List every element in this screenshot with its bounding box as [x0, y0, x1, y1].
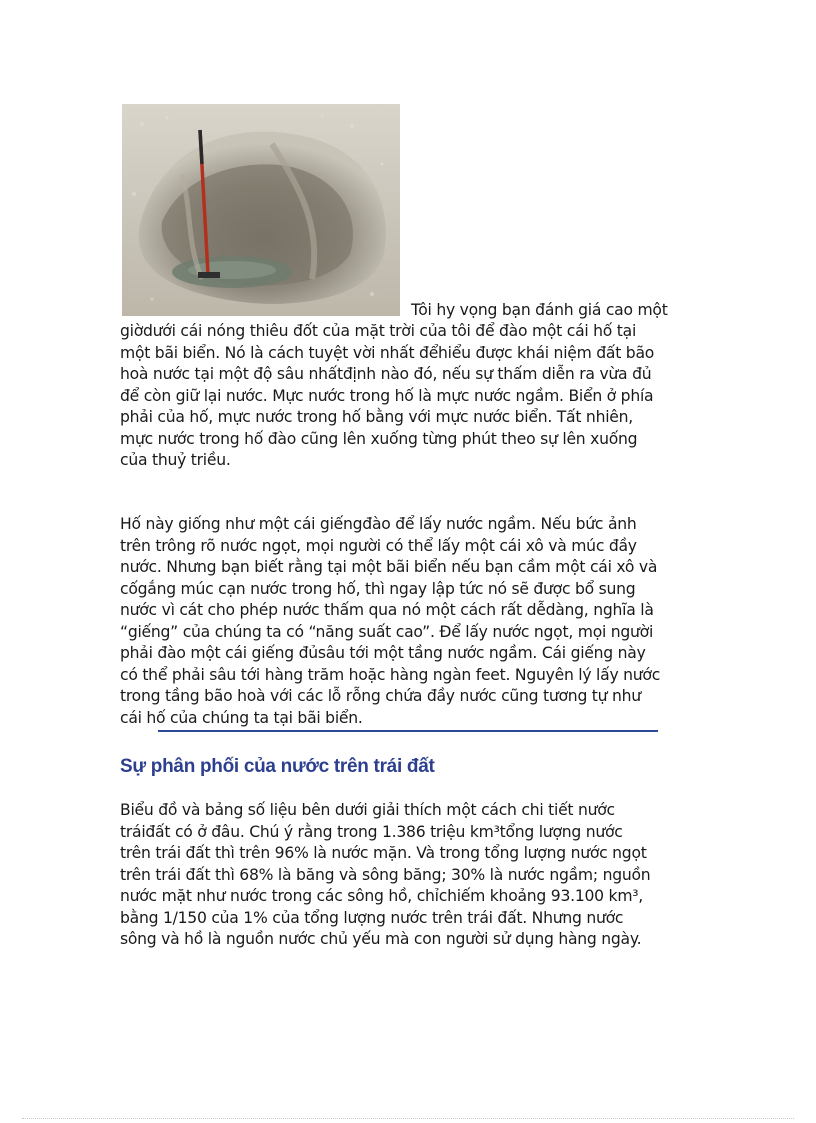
paragraph-line: phải đào một cái giếng đủsâu tới một tầng nước ngầm. Cái giếng này	[120, 644, 646, 662]
section-divider	[158, 730, 658, 732]
paragraph-line: nước mặt như nước trong các sông hồ, chỉchiếm khoảng 93.100 km³,	[120, 887, 643, 905]
paragraph-1-first-line: Tôi hy vọng bạn đánh giá cao một	[411, 301, 668, 319]
paragraph-beach-hole	[120, 321, 705, 472]
section-heading: Sự phân phối của nước trên trái đất	[120, 756, 435, 777]
paragraph-line: trên trái đất thì trên 96% là nước mặn. Và trong tổng lượng nước ngọt	[120, 844, 647, 862]
paragraph-line: “giếng” của chúng ta có “năng suất cao”. Để lấy nước ngọt, mọi người	[120, 622, 654, 641]
paragraph-water-distribution	[120, 800, 705, 951]
paragraph-line: cái hố của chúng ta tại bãi biển.	[120, 708, 363, 727]
paragraph-line: cốgắng múc cạn nước trong hố, thì ngay lập tức nó sẽ được bổ sung	[120, 579, 636, 598]
paragraph-line: nước. Nhưng bạn biết rằng tại một bãi biển nếu bạn cầm một cái xô và	[120, 558, 658, 576]
paragraph-line: bằng 1/150 của 1% của tổng lượng nước trên trái đất. Nhưng nước	[120, 908, 624, 927]
paragraph-line: tráiđất có ở đâu. Chú ý rằng trong 1.386 triệu km³tổng lượng nước	[120, 822, 623, 841]
paragraph-line: sông và hồ là nguồn nước chủ yếu mà con người sử dụng hàng ngày.	[120, 930, 642, 948]
paragraph-line: có thể phải sâu tới hàng trăm hoặc hàng ngàn feet. Nguyên lý lấy nước	[120, 665, 661, 684]
paragraph-line: một bãi biển. Nó là cách tuyệt vời nhất đểhiểu được khái niệm đất bão	[120, 343, 655, 362]
paragraph-line: trên trông rõ nước ngọt, mọi người có thể lấy một cái xô và múc đầy	[120, 536, 637, 555]
page-bottom-border	[22, 1118, 794, 1119]
paragraph-line: Biểu đồ và bảng số liệu bên dưới giải thích một cách chi tiết nước	[120, 801, 615, 819]
paragraph-line: Hố này giống như một cái giếngđào để lấy nước ngầm. Nếu bức ảnh	[120, 515, 637, 533]
paragraph-line: mực nước trong hố đào cũng lên xuống từng phút theo sự lên xuống	[120, 429, 638, 448]
paragraph-line: để còn giữ lại nước. Mực nước trong hố là mực nước ngầm. Biển ở phía	[120, 386, 654, 405]
paragraph-line: hoà nước tại một độ sâu nhấtđịnh nào đó, nếu sự thấm diễn ra vừa đủ	[120, 365, 652, 383]
paragraph-line: trong tầng bão hoà với các lỗ rỗng chứa đầy nước cũng tương tự như	[120, 687, 641, 705]
paragraph-line: của thuỷ triều.	[120, 451, 231, 469]
paragraph-line: giờdưới cái nóng thiêu đốt của mặt trời của tôi để đào một cái hố tại	[120, 322, 637, 340]
paragraph-line: phải của hố, mực nước trong hố bằng với mực nước biển. Tất nhiên,	[120, 408, 633, 426]
beach-hole-photo	[122, 104, 400, 316]
paragraph-well	[120, 514, 705, 729]
paragraph-line: nước vì cát cho phép nước thấm qua nó một cách rất dễdàng, nghĩa là	[120, 601, 654, 619]
paragraph-line: trên trái đất thì 68% là băng và sông băng; 30% là nước ngầm; nguồn	[120, 865, 651, 884]
